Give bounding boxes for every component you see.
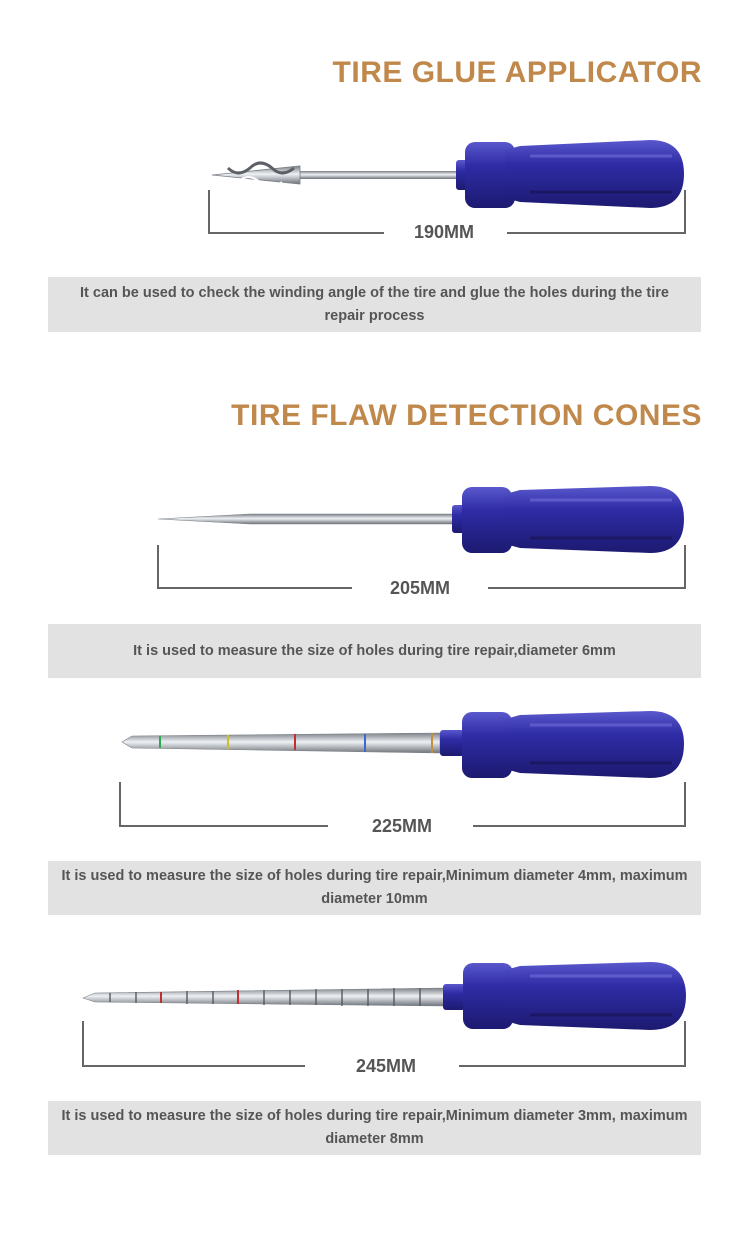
length-label-225: 225MM [371,816,433,836]
length-label-190: 190MM [413,222,475,242]
description-glue-applicator: It can be used to check the winding angle of the tire and glue the holes during the tire repair process [48,277,701,332]
spiral-applicator-icon [212,140,684,208]
tool-190-illustration [0,128,750,248]
section-title-glue-applicator: TIRE GLUE APPLICATOR [332,56,702,89]
section-title-flaw-detection-cones: TIRE FLAW DETECTION CONES [231,399,702,432]
tool-225-illustration [0,700,750,830]
graduated-cone-icon [83,962,686,1030]
description-cone-225: It is used to measure the size of holes during tire repair,Minimum diameter 4mm, maximum diameter 10mm [48,861,701,915]
tool-205-illustration [0,476,750,596]
length-label-245: 245MM [355,1056,417,1076]
straight-probe-icon [158,486,684,553]
description-cone-205: It is used to measure the size of holes during tire repair,diameter 6mm [48,624,701,678]
tapered-cone-icon [122,711,684,778]
length-label-205: 205MM [389,578,451,598]
description-cone-245: It is used to measure the size of holes during tire repair,Minimum diameter 3mm, maximum diameter 8mm [48,1101,701,1155]
